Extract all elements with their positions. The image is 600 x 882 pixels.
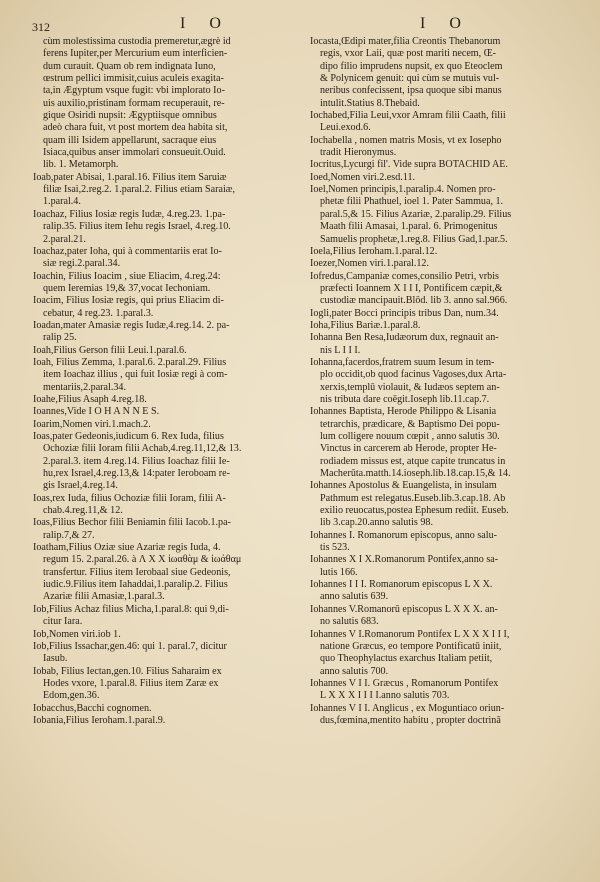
- text-line: Ioah,Filius Gerson filii Leui.1.paral.6.: [33, 344, 187, 356]
- text-line: quo Theophylactus exarchus Italiam petiit,: [320, 653, 493, 665]
- text-line: tradit Hieronymus.: [320, 147, 397, 159]
- text-line: gique Osiridi nupsit: Ægyptiisque omnibus: [43, 110, 217, 122]
- text-line: Ioannes,Vide I O H A N N E S.: [33, 406, 160, 418]
- text-line: Iohannes V I.Romanorum Pontifex L X X X I I I,: [310, 628, 510, 640]
- text-line: quam illi Isidem appellarunt, sacraque eius: [43, 134, 217, 146]
- text-line: custodiæ mancipauit.Blōd. lib 3. anno sal.966.: [320, 295, 508, 307]
- text-line: Ioezer,Nomen viri.1.paral.12.: [310, 258, 429, 270]
- text-line: Iohanna,facerdos,fratrem suum Iesum in tem-: [310, 356, 495, 368]
- text-line: cùm molestissima custodia premeretur,ægrè id: [43, 36, 231, 47]
- text-line: Iohannes I. Romanorum episcopus, anno salu-: [310, 529, 497, 541]
- text-line: & Polynicem genuit: qui cùm se mutuis vul-: [320, 73, 500, 85]
- text-line: Iochabed,Filia Leui,vxor Amram filii Caath, filii: [310, 110, 506, 122]
- text-line: Ioachin, Filius Ioacim , siue Eliacim, 4.reg.24:: [33, 270, 221, 282]
- text-line: Iob,Filius Achaz filius Micha,1.paral.8: qui 9,di-: [33, 603, 229, 615]
- text-line: Iohannes V I I. Græcus , Romanorum Pontifex: [310, 677, 499, 689]
- text-line: filiæ Isai,2.reg.2. 1.paral.2. Filius etiam Saraiæ,: [43, 184, 236, 196]
- text-line: quem Ieremias 19,& 37,vocat Iechoniam.: [43, 282, 211, 294]
- text-line: 2.paral.21.: [43, 233, 86, 245]
- text-line: cebatur, 4 reg.23. 1.paral.3.: [43, 307, 154, 319]
- text-line: phetæ filii Phathuel, ioel 1. Pater Sammua, 1.: [320, 196, 504, 208]
- right-column: [310, 36, 582, 876]
- text-line: Hodes vxore, 1.paral.8. Filius item Zaræ ex: [43, 677, 219, 689]
- text-line: gis Israel,4.reg.14.: [43, 480, 118, 492]
- text-line: Ioel,Nomen principis,1.paralip.4. Nomen pro-: [310, 184, 496, 196]
- text-line: lib 3.cap.20.anno salutis 98.: [320, 517, 433, 529]
- text-line: Iohannes Baptista, Herode Philippo & Lisania: [310, 406, 497, 418]
- text-line: lutis 166.: [320, 566, 358, 578]
- text-line: Samuelis prophetæ,1.reg.8. Filius Gad,1.par.5.: [320, 233, 508, 245]
- text-line: Leui.exod.6.: [320, 122, 371, 134]
- text-line: Ioas,rex Iuda, filius Ochoziæ filii Ioram, filii A-: [33, 492, 226, 504]
- text-line: mentariis,2.paral.34.: [43, 381, 126, 393]
- text-line: Ochoziæ filii Ioram filii Achab,4.reg.11,12,& 13.: [43, 443, 242, 455]
- text-line: regis, vxor Laii, quæ post mariti necem, Œ-: [320, 48, 497, 60]
- text-line: L X X X I I I I.anno salutis 703.: [320, 690, 450, 702]
- text-line: iudic.9.Filius item Iahaddai,1.paralip.2. Filius: [43, 579, 228, 591]
- text-line: exilio reuocatus,postea Ephesum rediit. Euseb.: [320, 505, 509, 517]
- text-line: paral.5,& 15. Filius Azariæ, 2.paralip.29. Filius: [320, 208, 512, 220]
- text-line: ta,in Ægyptum vsque fugit: vbi implorato Io-: [43, 85, 225, 97]
- text-line: item Ioachaz illius , qui fuit Iosiæ regi à com-: [43, 369, 228, 381]
- text-line: Ioadan,mater Amasiæ regis Iudæ,4.reg.14. 2. pa-: [33, 319, 230, 331]
- text-line: Iohannes V.Romanorū episcopus L X X X. an-: [310, 603, 498, 615]
- text-line: Iocasta,Œdipi mater,filia Creontis Thebanorum: [310, 36, 501, 47]
- text-line: Iob,Filius Issachar,gen.46: qui 1. paral.7, dicitur: [33, 640, 227, 652]
- text-line: 1.paral.4.: [43, 196, 81, 208]
- text-line: Iobania,Filius Ieroham.1.paral.9.: [33, 714, 166, 726]
- text-line: siæ regi.2.paral.34.: [43, 258, 121, 270]
- text-line: plo occidit,ob quod facinus Vagoses,dux Arta-: [320, 369, 507, 381]
- text-line: Iofredus,Campaniæ comes,consilio Petri, vrbis: [310, 270, 499, 282]
- text-line: nis tributa dare coēgit.Ioseph lib.11.cap.7.: [320, 393, 490, 405]
- running-head-left: I O: [180, 15, 231, 32]
- text-line: Pathmum est relegatus.Euseb.lib.3.cap.18. Ab: [320, 492, 506, 504]
- text-line: Iohannes V I I. Anglicus , ex Moguntiaco oriun-: [310, 702, 505, 714]
- text-line: tetrarchis, prædicare, & Baptismo Dei popu-: [320, 418, 500, 430]
- text-line: Ioachaz, Filius Iosiæ regis Iudæ, 4.reg.23. 1.pa-: [33, 208, 226, 220]
- text-line: Ioed,Nomen viri.2.esd.11.: [310, 171, 416, 183]
- text-line: Ioarim,Nomen viri.1.mach.2.: [33, 418, 151, 430]
- text-line: Macherūta.matth.14.ioseph.lib.18.cap.15,& 14.: [320, 468, 511, 480]
- text-line: ralip.35. Filius item Iehu regis Israel, 4.reg.10.: [43, 221, 231, 233]
- text-line: Iochabella , nomen matris Mosis, vt ex Iosepho: [310, 134, 502, 146]
- text-line: adeò chara fuit, vt post mortem dea habita sit,: [43, 122, 228, 134]
- text-line: Iobacchus,Bacchi cognomen.: [33, 702, 152, 714]
- text-line: Ioha,Filius Bariæ.1.paral.8.: [310, 319, 421, 331]
- text-line: ferens Iupiter,per Mercurium eum interficien-: [43, 48, 228, 60]
- text-line: xerxis,templū violauit, & Iudæos septem an-: [320, 381, 500, 393]
- text-line: Ioahe,Filius Asaph 4.reg.18.: [33, 393, 147, 405]
- text-line: Vinctus in carcerem ab Herode, propter He-: [320, 443, 497, 455]
- text-line: hu,rex Israel,4.reg.13,& 14:pater Ieroboam re-: [43, 468, 230, 480]
- text-line: anno salutis 700.: [320, 665, 389, 677]
- left-column: [33, 36, 305, 876]
- text-line: transfertur. Filius item Ierobaal siue Gedeonis,: [43, 566, 231, 578]
- text-line: rodiadem missus est, atque capite truncatus in: [320, 455, 506, 467]
- text-line: tis 523.: [320, 542, 350, 554]
- text-line: uis auxilio,pristinam formam recuperauit, re-: [43, 97, 225, 109]
- text-line: intulit.Statius 8.Thebaid.: [320, 97, 420, 109]
- text-line: chab.4.reg.11,& 12.: [43, 505, 123, 517]
- text-line: neribus confecissent, ipsa quoque sibi manus: [320, 85, 502, 97]
- text-line: Isiaca,quibus anser immolari consueuit.Ouid.: [43, 147, 226, 159]
- text-line: citur Iara.: [43, 616, 83, 628]
- text-line: Iasub.: [43, 653, 68, 665]
- page-number: 312: [32, 20, 50, 34]
- text-line: nis L I I I.: [320, 344, 361, 356]
- text-line: Edom,gen.36.: [43, 690, 100, 702]
- text-line: lum colligere nouum cœpit , anno salutis 30.: [320, 431, 500, 442]
- text-line: Iogli,pater Bocci principis tribus Dan, num.34.: [310, 307, 499, 319]
- text-line: dum curauit. Quam ob rem indignata Iuno,: [43, 60, 216, 72]
- text-line: œstrum pellici immisit,cuius aculeis exagita-: [43, 73, 224, 85]
- text-line: natione Græcus, eo tempore Pontificatū iniit,: [320, 640, 502, 652]
- text-line: ralip 25.: [43, 332, 77, 344]
- text-line: Ioatham,Filius Oziæ siue Azariæ regis Iuda, 4.: [33, 542, 221, 554]
- running-head-right: I O: [420, 15, 471, 32]
- text-line: dus,fœmina,mentito habitu , propter doctrinā: [320, 714, 501, 726]
- text-line: Ioas,pater Gedeonis,iudicum 6. Rex Iuda, filius: [33, 431, 224, 442]
- text-line: Ioab,pater Abisai, 1.paral.16. Filius item Saruiæ: [33, 171, 227, 183]
- text-line: Iohanna Ben Resa,Iudæorum dux, regnauit an-: [310, 332, 499, 344]
- text-line: Ioela,Filius Ieroham.1.paral.12.: [310, 245, 438, 257]
- text-line: no salutis 683.: [320, 616, 379, 628]
- text-line: Maath filii Amasai, 1.paral. 6. Primogenitus: [320, 221, 498, 233]
- text-line: anno salutis 639.: [320, 591, 389, 603]
- text-line: Iohannes Apostolus & Euangelista, in insulam: [310, 480, 497, 492]
- text-line: regum 15. 2.paral.26. à Λ Χ Χ ἰωαθὰμ & ἰωάθαμ: [43, 554, 242, 566]
- text-line: Azariæ filii Amasiæ,1.paral.3.: [43, 591, 165, 603]
- text-line: præfecti Ioannem X I I I, Pontificem cæpit,&: [320, 282, 503, 294]
- text-line: Ioah, Filius Zemma, 1.paral.6. 2.paral.29. Filius: [33, 356, 227, 368]
- text-line: Ioachaz,pater Ioha, qui à commentariis erat Io-: [33, 245, 222, 257]
- text-line: dipo filio imprudens nupsit, ex quo Eteoclem: [320, 60, 503, 72]
- text-line: 2.paral.3. item 4.reg.14. Filius Ioachaz filii Ie-: [43, 455, 230, 467]
- text-line: Iohannes X I X.Romanorum Pontifex,anno sa-: [310, 554, 499, 566]
- text-line: Ioacim, Filius Iosiæ regis, qui prius Eliacim di-: [33, 295, 224, 307]
- text-line: lib. 1. Metamorph.: [43, 159, 119, 171]
- text-line: Ioas,Filius Bechor filii Beniamin filii Iacob.1.pa-: [33, 517, 231, 529]
- text-line: Iobab, Filius Iectan,gen.10. Filius Saharaim ex: [33, 665, 222, 677]
- text-line: Iob,Nomen viri.iob 1.: [33, 628, 121, 640]
- text-line: Iocritus,Lycurgi fil'. Vide supra BOTACHID AE.: [310, 159, 508, 171]
- text-line: ralip.7,& 27.: [43, 529, 95, 541]
- text-line: Iohannes I I I. Romanorum episcopus L X X.: [310, 579, 493, 591]
